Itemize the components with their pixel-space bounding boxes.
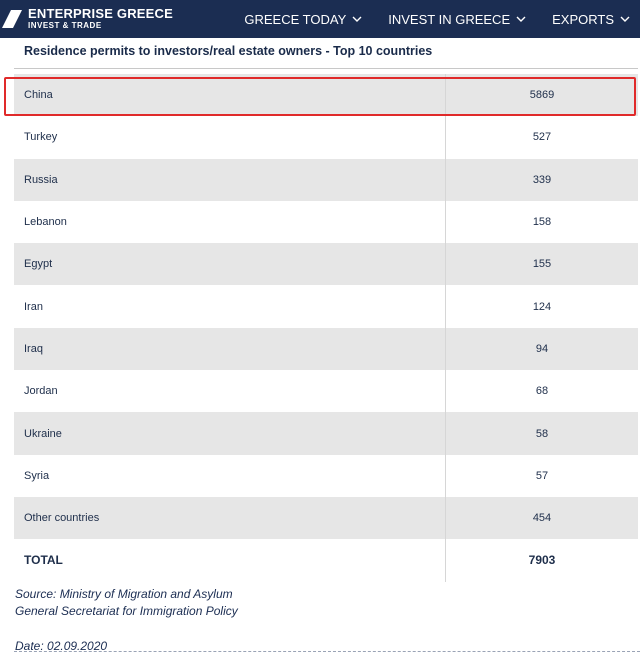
logo-subtitle: INVEST & TRADE [28, 21, 102, 30]
table-row [14, 159, 638, 201]
table-row [14, 285, 638, 327]
table-row [14, 243, 638, 285]
country-cell: Lebanon [24, 216, 67, 229]
title-divider [14, 68, 638, 69]
country-cell: Turkey [24, 131, 58, 144]
country-cell: Iran [24, 300, 43, 313]
nav-invest-in-greece-label: INVEST IN GREECE [388, 11, 511, 27]
value-cell: 158 [445, 201, 638, 243]
table-row [14, 497, 638, 539]
source-line-2: General Secretariat for Immigration Policy [15, 604, 238, 618]
value-cell: 57 [445, 455, 638, 497]
total-value: 7903 [445, 539, 638, 581]
country-cell: Egypt [24, 258, 53, 271]
country-cell: Ukraine [24, 427, 62, 440]
main-nav [244, 0, 630, 38]
table-row [14, 74, 638, 116]
value-cell: 155 [445, 243, 638, 285]
country-cell: Syria [24, 469, 50, 482]
chevron-down-icon [620, 14, 630, 24]
value-cell: 5869 [445, 74, 638, 116]
country-cell: China [24, 89, 53, 102]
table-row [14, 455, 638, 497]
nav-greece-today[interactable] [244, 12, 362, 27]
logo-slash-icon [2, 8, 24, 30]
nav-exports[interactable] [552, 12, 630, 27]
footer-divider [14, 651, 640, 652]
country-cell: Russia [24, 173, 58, 186]
value-cell: 527 [445, 116, 638, 158]
site-header [0, 0, 640, 38]
table-row [14, 116, 638, 158]
country-cell: Other countries [24, 512, 100, 525]
table-row [14, 370, 638, 412]
value-cell: 454 [445, 497, 638, 539]
table-title: Residence permits to investors/real estate owners - Top 10 countries [24, 44, 433, 58]
chevron-down-icon [516, 14, 526, 24]
value-cell: 339 [445, 159, 638, 201]
logo-title: ENTERPRISE GREECE [28, 6, 173, 21]
country-cell: Jordan [24, 385, 58, 398]
value-cell: 124 [445, 285, 638, 327]
nav-exports-label: EXPORTS [552, 11, 614, 27]
total-label: TOTAL [24, 553, 63, 568]
value-cell: 94 [445, 328, 638, 370]
table-row [14, 412, 638, 454]
chevron-down-icon [352, 14, 362, 24]
permits-table [14, 74, 638, 582]
total-row [14, 539, 638, 581]
value-cell: 68 [445, 370, 638, 412]
country-cell: Iraq [24, 342, 43, 355]
nav-invest-in-greece[interactable] [388, 12, 526, 27]
table-row [14, 201, 638, 243]
value-cell: 58 [445, 412, 638, 454]
source-note [15, 586, 238, 620]
table-row [14, 328, 638, 370]
nav-greece-today-label: GREECE TODAY [244, 11, 347, 27]
date-note: Date: 02.09.2020 [15, 639, 108, 653]
source-line-1: Source: Ministry of Migration and Asylum [15, 587, 233, 601]
